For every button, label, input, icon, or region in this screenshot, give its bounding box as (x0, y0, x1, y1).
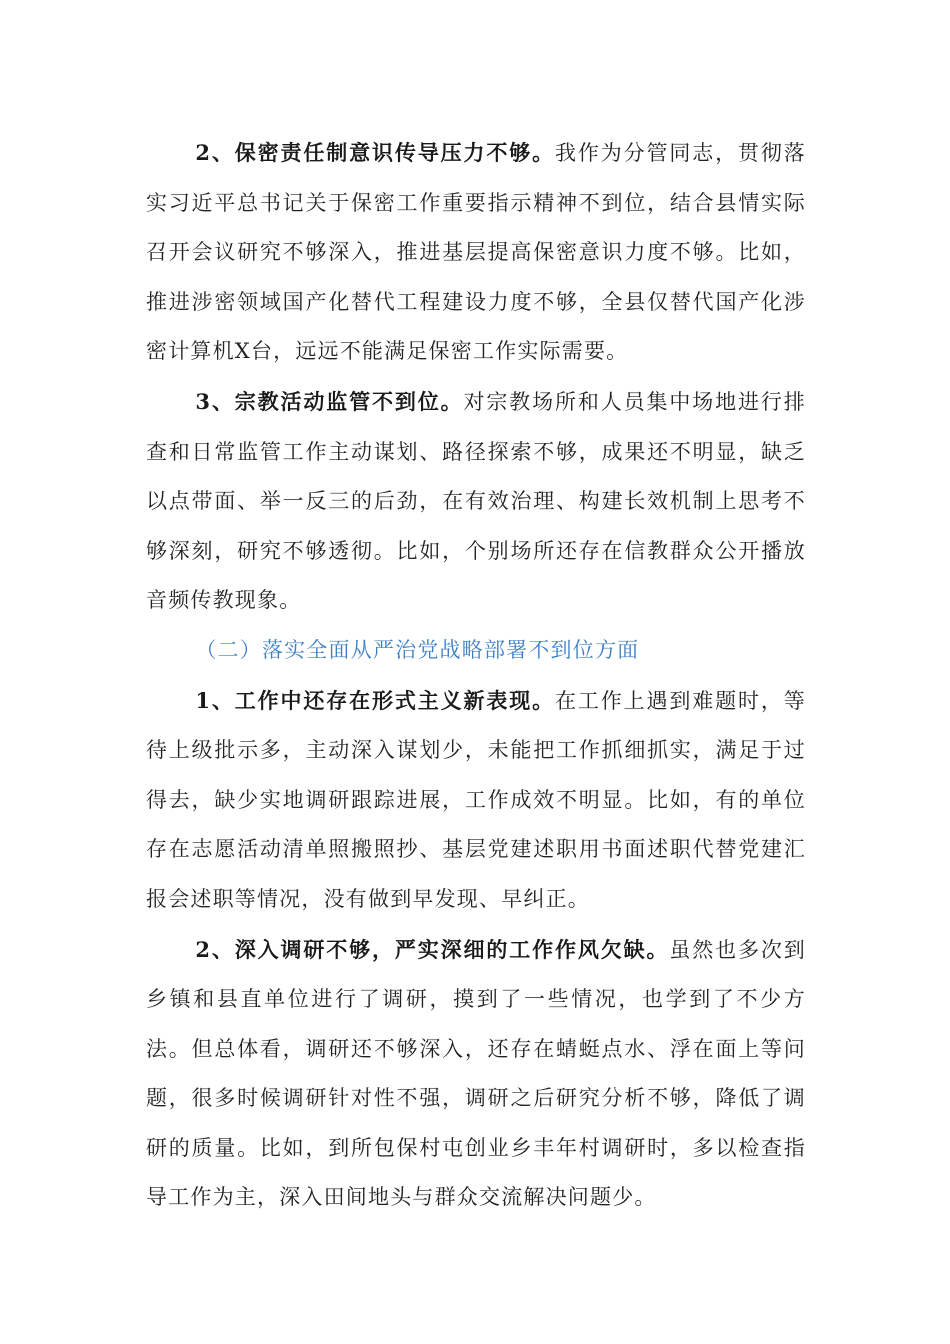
paragraph-lead: 3、宗教活动监管不到位。 (195, 388, 464, 414)
paragraph-research (146, 925, 806, 1224)
paragraph-body: 我作为分管同志，贯彻落实习近平总书记关于保密工作重要指示精神不到位，结合县情实际召开会议研究不够深入，推进基层提高保密意识力度不够。比如，推进涉密领域国产化替代工程建设力度不够，全县仅替代国产化涉密计算机X台，远远不能满足保密工作实际需要。 (146, 141, 806, 364)
paragraph-body: 对宗教场所和人员集中场地进行排查和日常监管工作主动谋划、路径探索不够，成果还不明显，缺乏以点带面、举一反三的后劲，在有效治理、构建长效机制上思考不够深刻，研究不够透彻。比如，个别场所还存在信教群众公开播放音频传教现象。 (146, 389, 806, 613)
document-page (146, 128, 806, 1223)
paragraph-body: 在工作上遇到难题时，等待上级批示多，主动深入谋划少，未能把工作抓细抓实，满足于过得去，缺少实地调研跟踪进展，工作成效不明显。比如，有的单位存在志愿活动清单照搬照抄、基层党建述职用书面述职代替党建汇报会述职等情况，没有做到早发现、早纠正。 (146, 688, 806, 911)
paragraph-confidentiality (146, 128, 806, 377)
section-heading: （二）落实全面从严治党战略部署不到位方面 (195, 637, 640, 662)
paragraph-lead: 1、工作中还存在形式主义新表现。 (195, 687, 556, 713)
paragraph-formalism (146, 676, 806, 925)
paragraph-lead: 2、深入调研不够，严实深细的工作作风欠缺。 (195, 936, 670, 962)
paragraph-religious-supervision (146, 377, 806, 626)
paragraph-body: 虽然也多次到乡镇和县直单位进行了调研，摸到了一些情况，也学到了不少方法。但总体看，调研还不够深入，还存在蜻蜓点水、浮在面上等问题，很多时候调研针对性不强，调研之后研究分析不够，降低了调研的质量。比如，到所包保村屯创业乡丰年村调研时，多以检查指导工作为主，深入田间地头与群众交流解决问题少。 (146, 937, 806, 1210)
paragraph-lead: 2、保密责任制意识传导压力不够。 (195, 140, 556, 165)
